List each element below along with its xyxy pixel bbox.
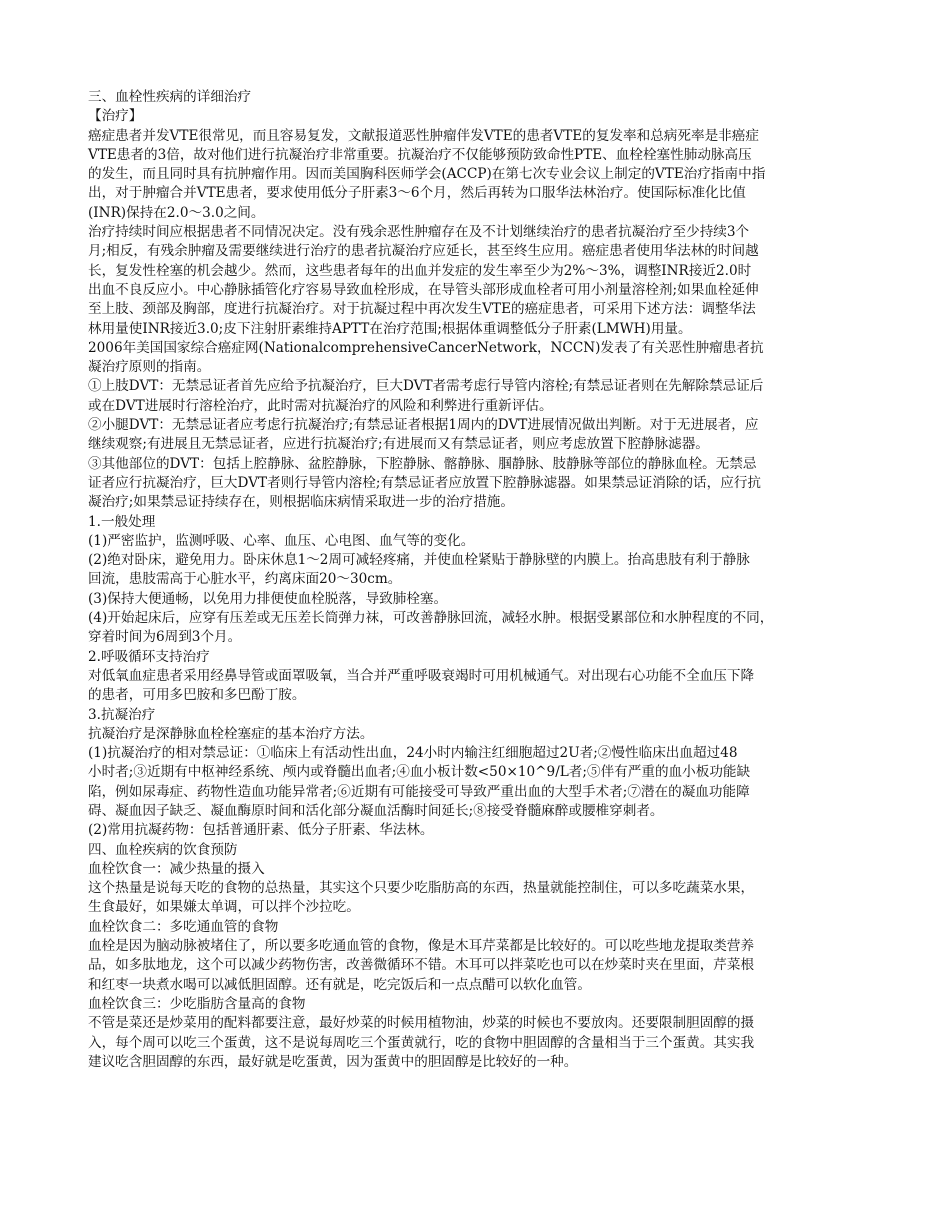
text-line: 血栓是因为脑动脉被堵住了，所以要多吃通血管的食物，像是木耳芹菜都是比较好的。可以吃些地龙提取类营养 [88, 938, 755, 955]
text-line: VTE患者的3倍，故对他们进行抗凝治疗非常重要。抗凝治疗不仅能够预防致命性PTE、血栓栓塞性肺动脉高压 [88, 146, 752, 163]
text-line: ②小腿DVT：无禁忌证者应考虑行抗凝治疗;有禁忌证者根据1周内的DVT进展情况做出判断。对于无进展者，应 [88, 417, 759, 434]
text-line: (1)严密监护，监测呼吸、心率、血压、心电图、血气等的变化。 [88, 532, 475, 549]
text-line: 继续观察;有进展且无禁忌证者，应进行抗凝治疗;有进展而又有禁忌证者，则应考虑放置下腔静脉滤器。 [88, 436, 709, 453]
text-line: (2)绝对卧床，避免用力。卧床休息1～2周可减轻疼痛，并使血栓紧贴于静脉壁的内膜上。抬高患肢有利于静脉 [88, 552, 750, 569]
text-line: 凝治疗;如果禁忌证持续存在，则根据临床病情采取进一步的治疗措施。 [88, 494, 514, 511]
text-line: 2006年美国国家综合癌症网(NationalcomprehensiveCancerNetwork，NCCN)发表了有关恶性肿瘤患者抗 [88, 339, 764, 356]
text-line: ①上肢DVT：无禁忌证者首先应给予抗凝治疗，巨大DVT者需考虑行导管内溶栓;有禁忌证者则在先解除禁忌证后 [88, 378, 764, 395]
text-line: 不管是菜还是炒菜用的配料都要注意，最好炒菜的时候用植物油，炒菜的时候也不要放肉。还要限制胆固醇的摄 [88, 1015, 755, 1032]
text-line: 对低氧血症患者采用经鼻导管或面罩吸氧，当合并严重呼吸衰竭时可用机械通气。对出现右心功能不全血压下降 [88, 667, 755, 684]
text-line: 陷，例如尿毒症、药物性造血功能异常者;⑥近期有可能接受可导致严重出血的大型手术者;⑦潜在的凝血功能障 [88, 783, 750, 800]
text-line: 【治疗】 [88, 108, 143, 125]
text-line: 生食最好，如果嫌太单调，可以拌个沙拉吃。 [88, 899, 360, 916]
text-line: 出血不良反应小。中心静脉插管化疗容易导致血栓形成，在导管头部形成血栓者可用小剂量溶栓剂;如果血栓延伸 [88, 281, 759, 298]
text-line: 治疗持续时间应根据患者不同情况决定。没有残余恶性肿瘤存在及不计划继续治疗的患者抗凝治疗至少持续3个 [88, 224, 750, 241]
text-line: 入，每个周可以吃三个蛋黄，这不是说每周吃三个蛋黄就行，吃的食物中胆固醇的含量相当于三个蛋黄。其实我 [88, 1034, 755, 1051]
text-line: 血栓饮食一：减少热量的摄入 [88, 860, 265, 877]
text-line: (2)常用抗凝药物：包括普通肝素、低分子肝素、华法林。 [88, 822, 434, 839]
text-line: (INR)保持在2.0～3.0之间。 [88, 204, 265, 221]
document-body [88, 88, 868, 1072]
text-line: (4)开始起床后，应穿有压差或无压差长筒弹力袜，可改善静脉回流，减轻水肿。根据受累部位和水肿程度的不同， [88, 610, 774, 627]
text-line: 和红枣一块煮水喝可以减低胆固醇。还有就是，吃完饭后和一点点醋可以软化血管。 [88, 976, 591, 993]
text-line: 血栓饮食三：少吃脂肪含量高的食物 [88, 995, 306, 1012]
text-line: 这个热量是说每天吃的食物的总热量，其实这个只要少吃脂肪高的东西，热量就能控制住，可以多吃蔬菜水果， [88, 880, 755, 897]
text-line: 四、血栓疾病的饮食预防 [88, 841, 238, 858]
text-line: 长，复发性栓塞的机会越少。然而，这些患者每年的出血并发症的发生率至少为2%～3%，调整INR接近2.0时 [88, 262, 752, 279]
text-line: 出，对于肿瘤合并VTE患者，要求使用低分子肝素3～6个月，然后再转为口服华法林治疗。使国际标准化比值 [88, 185, 746, 202]
text-line: 穿着时间为6周到3个月。 [88, 629, 242, 646]
text-line: 癌症患者并发VTE很常见，而且容易复发，文献报道恶性肿瘤伴发VTE的患者VTE的复发率和总病死率是非癌症 [88, 127, 759, 144]
text-line: 1.一般处理 [88, 513, 156, 530]
text-line: 至上肢、颈部及胸部，度进行抗凝治疗。对于抗凝过程中再次发生VTE的癌症患者，可采用下述方法：调整华法 [88, 301, 756, 318]
text-line: 的患者，可用多巴胺和多巴酚丁胺。 [88, 687, 306, 704]
text-line: 回流，患肢需高于心脏水平，约离床面20～30cm。 [88, 571, 402, 588]
text-line: (1)抗凝治疗的相对禁忌证：①临床上有活动性出血，24小时内输注红细胞超过2U者;②慢性临床出血超过48 [88, 745, 738, 762]
text-line: 碍、凝血因子缺乏、凝血酶原时间和活化部分凝血活酶时间延长;⑧接受脊髓麻醉或腰椎穿刺者。 [88, 802, 664, 819]
text-line: 3.抗凝治疗 [88, 706, 156, 723]
text-line: 小时者;③近期有中枢神经系统、颅内或脊髓出血者;④血小板计数<50×10^9/L者;⑤伴有严重的血小板功能缺 [88, 764, 751, 781]
text-line: 建议吃含胆固醇的东西，最好就是吃蛋黄，因为蛋黄中的胆固醇是比较好的一种。 [88, 1053, 578, 1070]
text-line: 抗凝治疗是深静脉血栓栓塞症的基本治疗方法。 [88, 725, 374, 742]
text-line: 或在DVT进展时行溶栓治疗，此时需对抗凝治疗的风险和利弊进行重新评估。 [88, 397, 553, 414]
text-line: 证者应行抗凝治疗，巨大DVT者则行导管内溶栓;有禁忌证者应放置下腔静脉滤器。如果禁忌证消除的话，应行抗 [88, 474, 762, 491]
text-line: 林用量使INR接近3.0;皮下注射肝素维持APTT在治疗范围;根据体重调整低分子肝素(LMWH)用量。 [88, 320, 692, 337]
text-line: ③其他部位的DVT：包括上腔静脉、盆腔静脉，下腔静脉、髂静脉、腘静脉、肢静脉等部位的静脉血栓。无禁忌 [88, 455, 757, 472]
text-line: 2.呼吸循环支持治疗 [88, 648, 210, 665]
text-line: 三、血栓性疾病的详细治疗 [88, 89, 252, 105]
text-line: 的发生，而且同时具有抗肿瘤作用。因而美国胸科医师学会(ACCP)在第七次专业会议上制定的VTE治疗指南中指 [88, 166, 766, 183]
text-line: 凝治疗原则的指南。 [88, 359, 211, 376]
text-line: 月;相反，有残余肿瘤及需要继续进行治疗的患者抗凝治疗应延长，甚至终生应用。癌症患者使用华法林的时间越 [88, 243, 759, 260]
text-line: (3)保持大便通畅，以免用力排便使血栓脱落，导致肺栓塞。 [88, 590, 448, 607]
text-line: 血栓饮食二：多吃通血管的食物 [88, 918, 279, 935]
text-line: 品，如多肽地龙，这个可以减少药物伤害，改善微循环不错。木耳可以拌菜吃也可以在炒菜时夹在里面，芹菜根 [88, 957, 755, 974]
